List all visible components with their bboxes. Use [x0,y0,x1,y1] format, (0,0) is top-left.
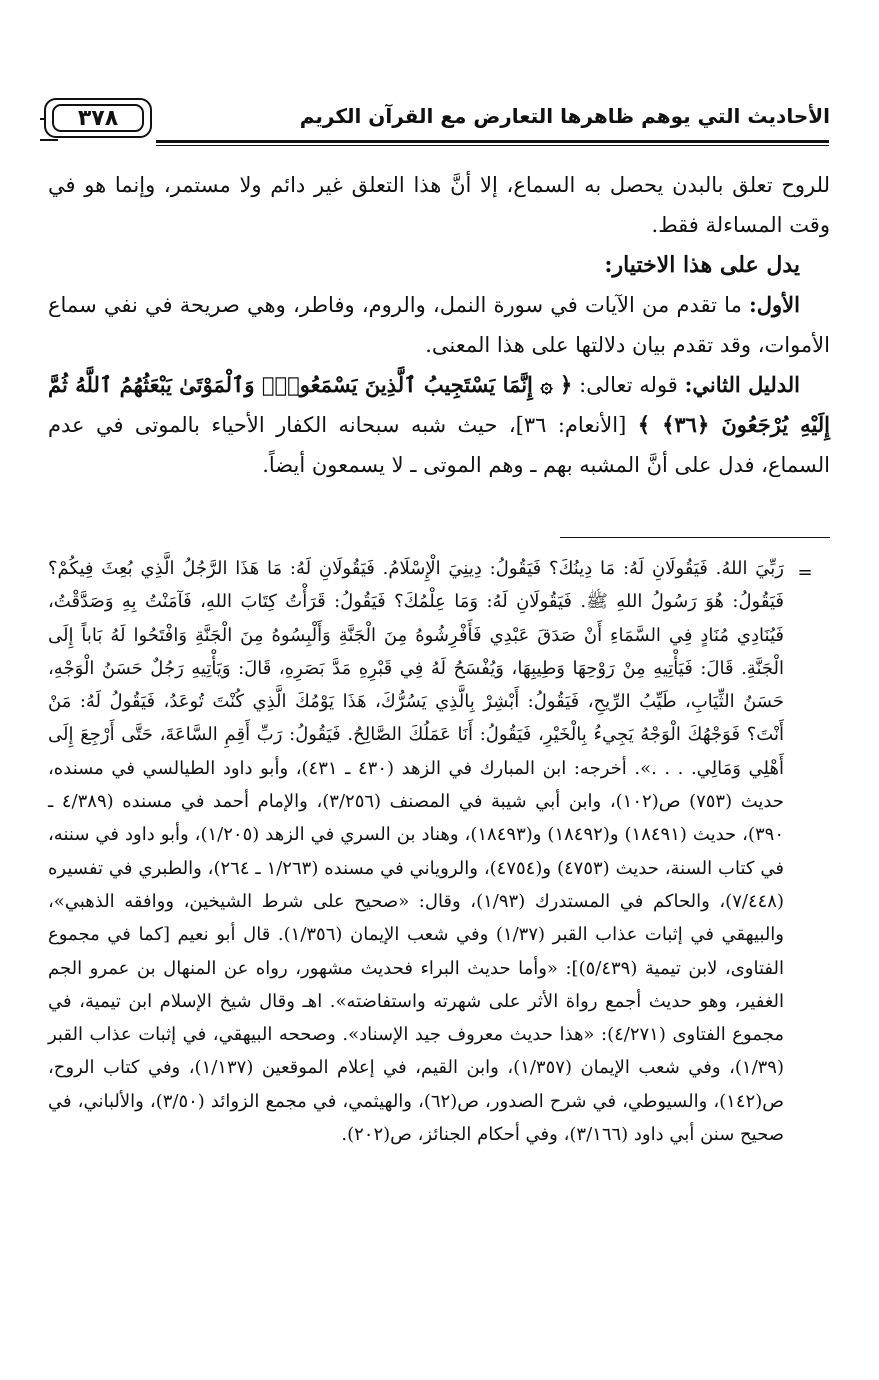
header-rule-left [40,139,58,141]
running-header [40,98,830,144]
footnote-paragraph [48,552,784,1151]
paragraph-first-evidence [48,285,830,365]
footnote [48,552,784,1151]
paragraph-second-evidence [48,365,830,485]
first-evidence-label: الأول: [749,292,800,317]
section-heading: يدل على هذا الاختيار: [604,252,800,278]
quran-verse: ﴿ ۞ إِنَّمَا يَسْتَجِيبُ ٱلَّذِينَ يَسْمَعُونَۘ وَٱلْمَوْتَىٰ يَبْعَثُهُمُ ٱللَّهُ ثُمَّ إِلَيْهِ يُرْجَعُونَ ﴿٣٦﴾ ﴾ [48,372,831,437]
header-rule-thin [156,145,829,146]
paragraph-1: للروح تعلق بالبدن يحصل به السماع، إلا أنَّ هذا التعلق غير دائم ولا مستمر، وإنما هو في وقت المساءلة فقط. [48,173,830,237]
page-number-frame [44,98,152,138]
second-evidence-intro: قوله تعالى: [572,373,685,397]
footnote-takhrij-text: أخرجه: ابن المبارك في الزهد (٤٣٠ ـ ٤٣١)، وأبو داود الطيالسي في مسنده، حديث (٧٥٣) ص(١٠٢)، وابن أبي شيبة في المصنف (٣/٢٥٦)، والإمام أحمد في مسنده (٤/٣٨٩ ـ ٣٩٠)، حديث (١٨٤٩١) و(١٨٤٩٢) و(١٨٤٩٣)، وهناد بن السري في الزهد (١/٢٠٥)، وأبو داود في سننه، في كتاب السنة، حديث (٤٧٥٣) و(٤٧٥٤)، والروياني في مسنده (١/٢٦٣ ـ ٢٦٤)، والطبري في تفسيره (٧/٤٤٨)، والحاكم في المستدرك (١/٩٣)، وقال: «صحيح على شرط الشيخين، ووافقه الذهبي»، والبيهقي في إثبات عذاب القبر (١/٣٧) وفي شعب الإيمان (١/٣٥٦). قال أبو نعيم [كما في مجموع الفتاوى، لابن تيمية (٥/٤٣٩)]: «وأما حديث البراء فحديث مشهور، رواه عن المنهال بن عمرو الجم الغفير، وهو حديث أجمع رواة الأثر على شهرته واستفاضته». اهـ وقال شيخ الإسلام ابن تيمية، في مجموع الفتاوى (٤/٢٧١): «هذا حديث معروف جيد الإسناد». وصححه البيهقي، في إثبات عذاب القبر (١/٣٩)، وفي شعب الإيمان (١/٣٥٧)، وابن القيم، في إعلام الموقعين (١/١٣٧)، وفي كتاب الروح، ص(١٤٢)، والسيوطي، في شرح الصدور، ص(٦٢)، والهيثمي، في مجمع الزوائد (٣/٥٠)، والألباني، في صحيح سنن أبي داود (٣/١٦٦)، وفي أحكام الجنائز، ص(٢٠٢). [48,757,785,1146]
main-text [48,165,830,485]
second-evidence-label: الدليل الثاني: [684,372,801,397]
footnote-divider [560,537,830,538]
page-number: ٣٧٨ [52,104,144,132]
footnote-hadith-text: رَبِّيَ اللهُ. فَيَقُولَانِ لَهُ: مَا دِينُكَ؟ فَيَقُولُ: دِينِيَ الْإِسْلَامُ. فَيَقُولَانِ لَهُ: مَا هَذَا الرَّجُلُ الَّذِي بُعِثَ فِيكُمْ؟ فَيَقُولُ: هُوَ رَسُولُ اللهِ ﷺ. فَيَقُولَانِ لَهُ: وَمَا عِلْمُكَ؟ فَيَقُولُ: قَرَأْتُ كِتَابَ اللهِ، فَآمَنْتُ بِهِ وَصَدَّقْتُ، فَيُنَادِي مُنَادٍ فِي السَّمَاءِ أَنْ صَدَقَ عَبْدِي فَأَفْرِشُوهُ مِنَ الْجَنَّةِ وَأَلْبِسُوهُ مِنَ الْجَنَّةِ وَافْتَحُوا لَهُ بَاباً إِلَى الْجَنَّةِ. قَالَ: فَيَأْتِيهِ مِنْ رَوْحِهَا وَطِيبِهَا، وَيُفْسَحُ لَهُ فِي قَبْرِهِ مَدَّ بَصَرِهِ، قَالَ: وَيَأْتِيهِ رَجُلٌ حَسَنُ الْوَجْهِ، حَسَنُ الثِّيَابِ، طَيِّبُ الرِّيحِ، فَيَقُولُ: أَبْشِرْ بِالَّذِي يَسُرُّكَ، هَذَا يَوْمُكَ الَّذِي كُنْتَ تُوعَدُ، فَيَقُولُ لَهُ: مَنْ أَنْتَ؟ فَوَجْهُكَ الْوَجْهُ يَجِيءُ بِالْخَيْرِ، فَيَقُولُ: أَنَا عَمَلُكَ الصَّالِحُ. فَيَقُولُ: رَبِّ أَقِمِ السَّاعَةَ، حَتَّى أَرْجِعَ إِلَى أَهْلِي وَمَالِي. . . .». [48,558,784,779]
footnote-continuation-mark: = [797,562,813,583]
header-title: الأحاديث التي يوهم ظاهرها التعارض مع القرآن الكريم [299,104,830,128]
first-evidence-text: ما تقدم من الآيات في سورة النمل، والروم، وفاطر، وهي صريحة في نفي سماع الأموات، وقد تقدم بيان دلالتها على هذا المعنى. [48,293,830,357]
second-evidence-text: [الأنعام: ٣٦]، حيث شبه سبحانه الكفار الأحياء بالموتى في عدم السماع، فدل على أنَّ المشبه بهم ـ وهم الموتى ـ لا يسمعون أيضاً. [48,413,830,477]
header-rule-thick [156,140,829,143]
